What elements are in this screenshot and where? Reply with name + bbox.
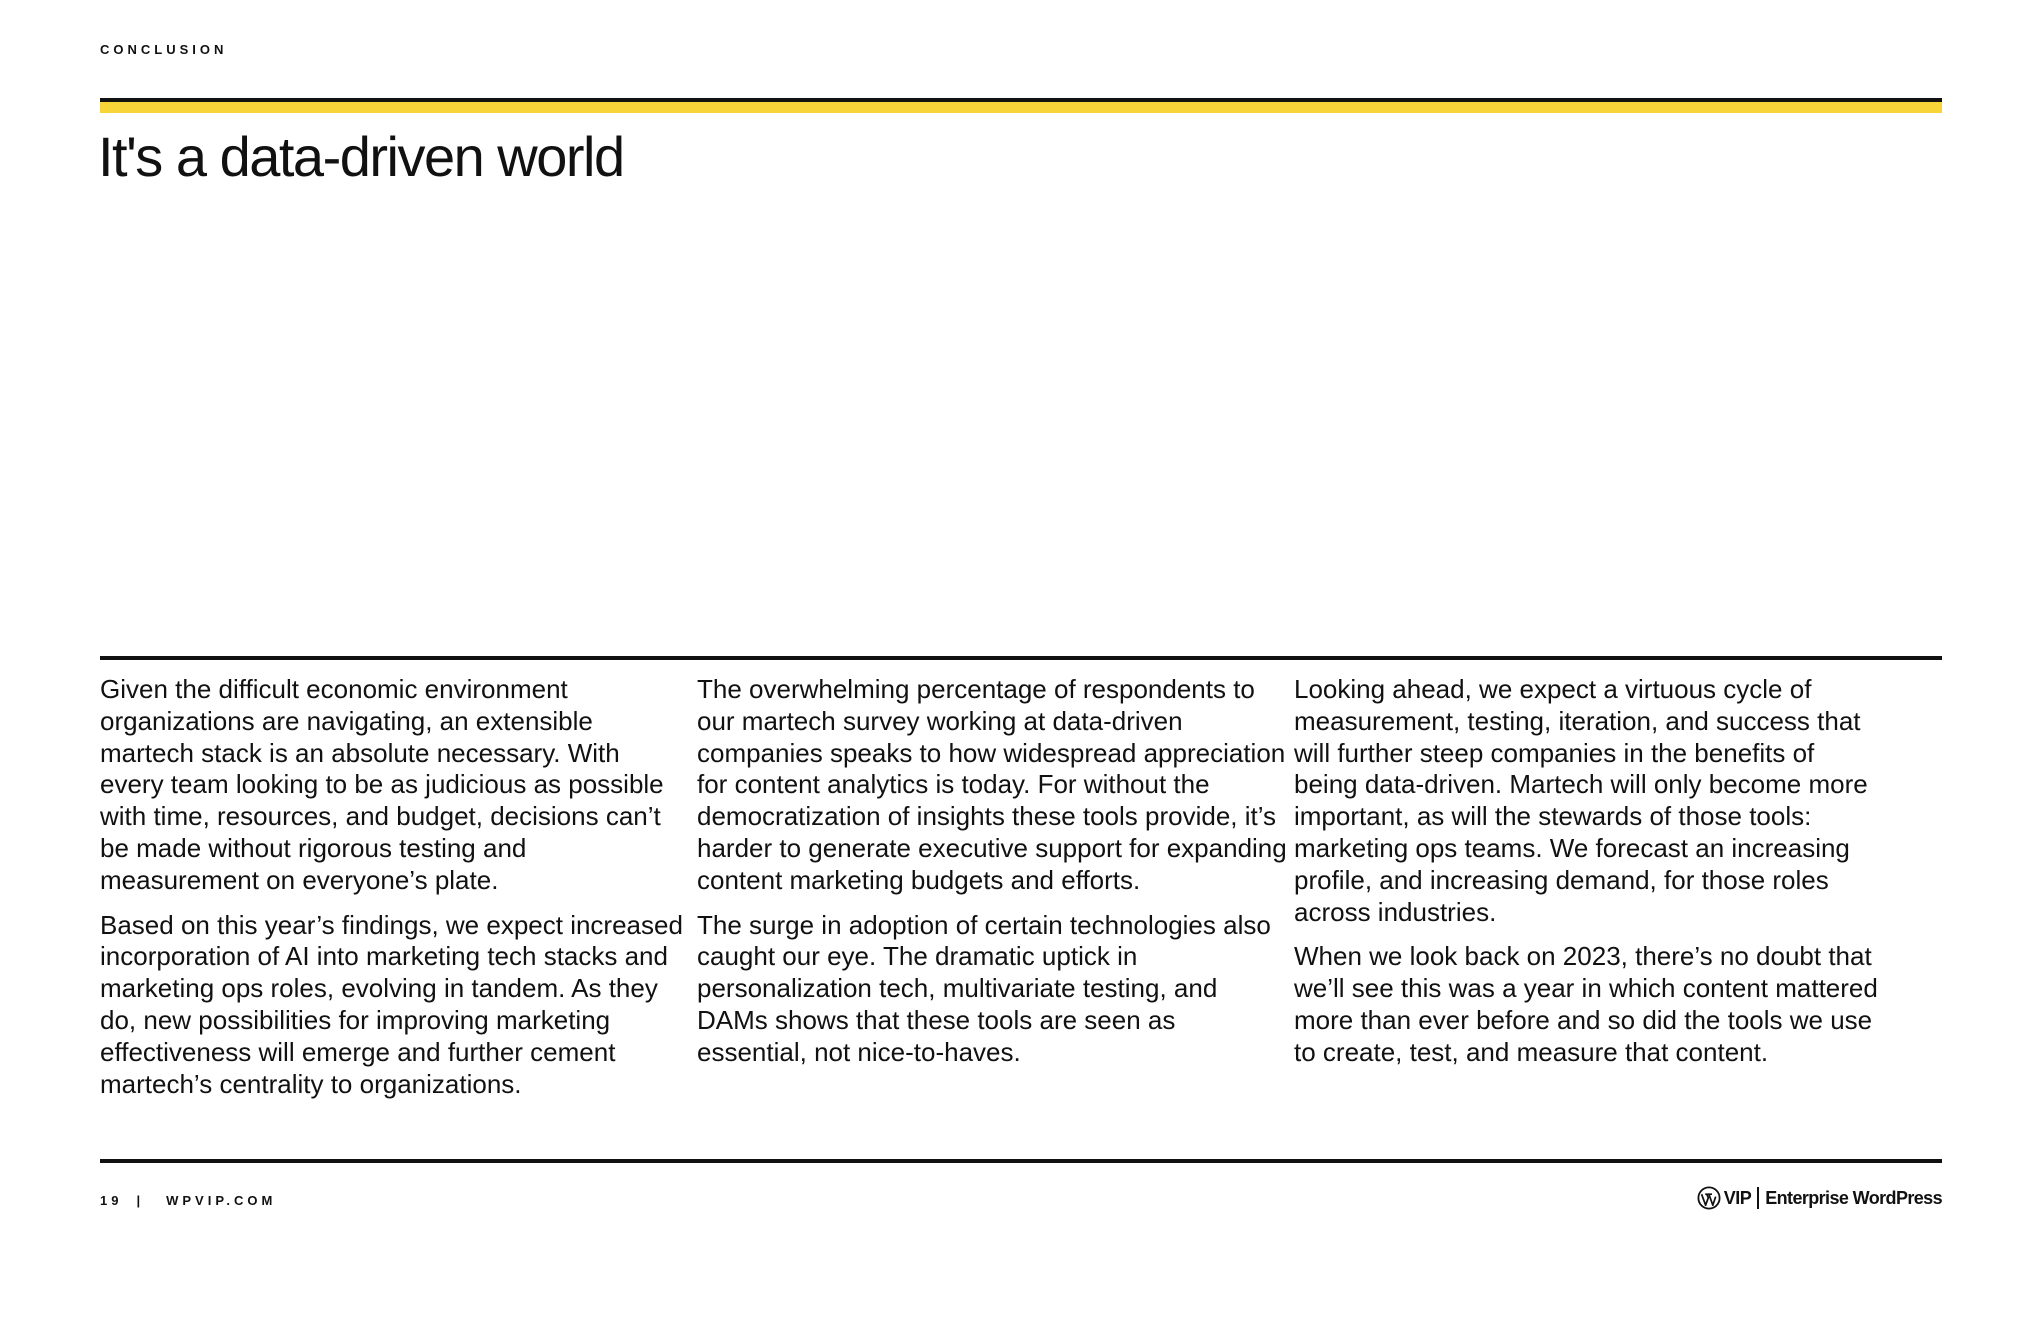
brand-logo[interactable]: [1697, 1184, 1942, 1212]
brand-name: Enterprise WordPress: [1765, 1187, 1942, 1208]
paragraph: Based on this year’s findings, we expect increased incorporation of AI into marketing tech stacks and marketing ops roles, evolving in tandem. As they do, new possibilities for improving marketing effectiveness will emerge and further cement martech’s centrality to organizations.: [100, 909, 683, 1099]
accent-band: [100, 102, 1942, 113]
paragraph: The overwhelming percentage of respondents to our martech survey working at data-driven companies speaks to how widespread appreciation for content analytics is today. For without the democratization of insights these tools provide, it’s harder to generate executive support for expanding content marketing budgets and efforts.: [697, 674, 1287, 895]
brand-divider: [1757, 1187, 1759, 1209]
content-top-rule: [100, 656, 1942, 660]
wordpress-logo-icon: [1697, 1186, 1721, 1210]
footer-separator: |: [136, 1193, 145, 1208]
footer: [100, 1193, 276, 1208]
page-number: 19: [100, 1193, 123, 1208]
paragraph: Given the difficult economic environment organizations are navigating, an extensible martech stack is an absolute necessary. With every team looking to be as judicious as possible with time, resources, and budget, decisions can’t be made without rigorous testing and measurement on everyone’s plate.: [100, 674, 664, 895]
section-label: CONCLUSION: [100, 42, 228, 57]
page-title: It's a data-driven world: [98, 125, 624, 188]
text-column-3: [1294, 674, 1884, 1082]
paragraph: When we look back on 2023, there’s no doubt that we’ll see this was a year in which content mattered more than ever before and so did the tools we use to create, test, and measure that content.: [1294, 941, 1878, 1067]
site-link[interactable]: WPVIP.COM: [166, 1193, 277, 1208]
paragraph: The surge in adoption of certain technologies also caught our eye. The dramatic uptick in personalization tech, multivariate testing, and DAMs shows that these tools are seen as essential, not nice-to-haves.: [697, 909, 1271, 1067]
paragraph: Looking ahead, we expect a virtuous cycle of measurement, testing, iteration, and success that will further steep companies in the benefits of being data-driven. Martech will only become more important, as will the stewards of those tools: marketing ops teams. We forecast an increasing profile, and increasing demand, for those roles across industries.: [1294, 674, 1868, 927]
text-column-1: [100, 674, 690, 1113]
brand-vip: VIP: [1723, 1187, 1752, 1208]
content-bottom-rule: [100, 1159, 1942, 1163]
text-column-2: [697, 674, 1287, 1082]
